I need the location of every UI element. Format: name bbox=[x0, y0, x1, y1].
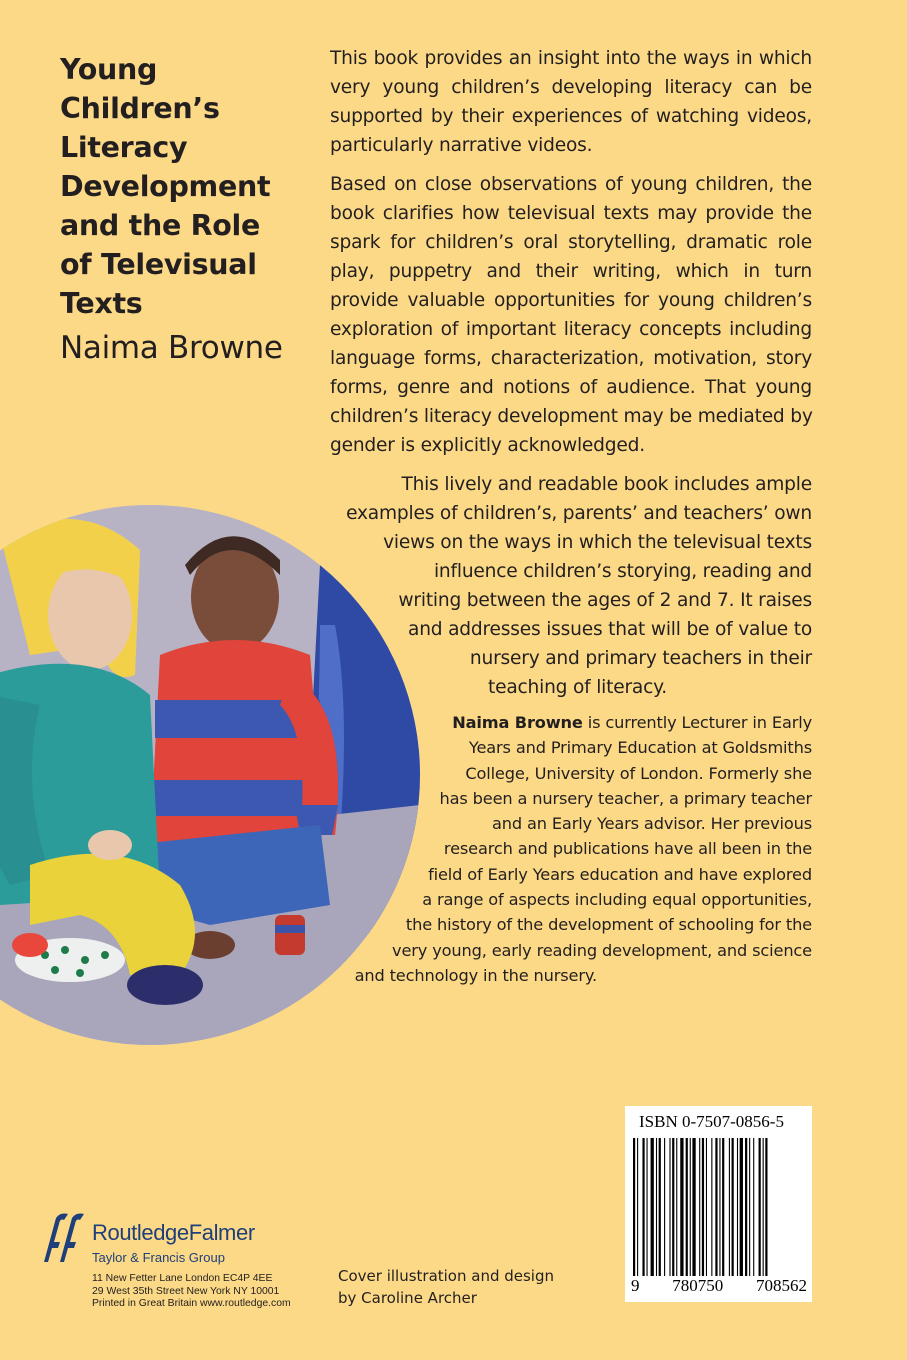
bio-line: and technology in the nursery. bbox=[354, 965, 597, 985]
blurb-line: nursery and primary teachers in their bbox=[469, 648, 812, 669]
blurb-line: children’s literacy development may be mediated by bbox=[330, 406, 813, 427]
title-line: Children’s bbox=[60, 92, 220, 125]
blurb-line: exploration of important literacy concepts including bbox=[330, 319, 812, 340]
barcode-digits bbox=[631, 1276, 807, 1296]
bio-line bbox=[342, 710, 812, 735]
barcode-bars bbox=[633, 1138, 805, 1276]
bio-line: Years and Primary Education at Goldsmiths bbox=[468, 738, 812, 758]
bio-line: College, University of London. Formerly she bbox=[465, 763, 812, 783]
blurb-line: forms, genre and notions of audience. That young bbox=[330, 377, 812, 398]
book-title bbox=[60, 50, 300, 323]
bio-line: has been a nursery teacher, a primary teacher bbox=[439, 788, 812, 808]
blurb-line: This book provides an insight into the ways in which bbox=[330, 48, 812, 69]
blurb-line: particularly narrative videos. bbox=[330, 135, 593, 156]
blurb-line: gender is explicitly acknowledged. bbox=[330, 435, 645, 456]
blurb-line: language forms, characterization, motivation, story bbox=[330, 348, 812, 369]
blurb-line: spark for children’s oral storytelling, dramatic role bbox=[330, 232, 812, 253]
blurb-line: teaching of literacy. bbox=[487, 677, 667, 698]
publisher-group: Taylor & Francis Group bbox=[92, 1250, 225, 1265]
credit-line: by Caroline Archer bbox=[338, 1289, 477, 1307]
address-line: 29 West 35th Street New York NY 10001 bbox=[92, 1285, 280, 1297]
barcode-digit-group: 708562 bbox=[756, 1276, 807, 1295]
bio-line: very young, early reading development, and science bbox=[392, 940, 812, 960]
isbn-number: ISBN 0-7507-0856-5 bbox=[639, 1112, 784, 1131]
blurb-line: play, puppetry and their writing, which in turn bbox=[330, 261, 812, 282]
bio-line: and an Early Years advisor. Her previous bbox=[491, 814, 812, 834]
publisher-address bbox=[92, 1273, 291, 1311]
bio-line: research and publications have all been in the bbox=[443, 839, 812, 859]
address-line: Printed in Great Britain www.routledge.com bbox=[92, 1298, 291, 1309]
barcode-digit-group: 9 bbox=[631, 1276, 640, 1295]
title-line: Development bbox=[60, 170, 271, 203]
blurb-line: and addresses issues that will be of value to bbox=[408, 619, 812, 640]
blurb-line: very young children’s developing literacy can be bbox=[330, 77, 812, 98]
isbn-barcode bbox=[625, 1106, 812, 1302]
blurb-paragraph-2 bbox=[330, 170, 812, 460]
title-line: Young bbox=[60, 53, 158, 86]
blurb-line: This lively and readable book includes ample bbox=[401, 474, 812, 495]
blurb-line: views on the ways in which the televisual texts bbox=[383, 532, 812, 553]
bio-line: the history of the development of schooling for the bbox=[405, 915, 812, 935]
cover-credit bbox=[338, 1265, 554, 1309]
credit-line: Cover illustration and design bbox=[338, 1267, 555, 1285]
bio-line: field of Early Years education and have explored bbox=[428, 864, 812, 884]
title-line: Literacy bbox=[60, 131, 188, 164]
author-name: Naima Browne bbox=[60, 330, 283, 366]
title-line: of Televisual bbox=[60, 248, 257, 281]
address-line: 11 New Fetter Lane London EC4P 4EE bbox=[92, 1273, 273, 1284]
bio-author-name: Naima Browne bbox=[452, 713, 583, 732]
blurb-paragraph-1 bbox=[330, 44, 812, 160]
barcode-digit-group: 780750 bbox=[672, 1276, 724, 1295]
blurb-line: Based on close observations of young children, the bbox=[330, 174, 812, 195]
blurb-line: influence children’s storying, reading and bbox=[433, 561, 812, 582]
publisher-name: RoutledgeFalmer bbox=[92, 1220, 255, 1245]
title-line: and the Role bbox=[60, 209, 261, 242]
blurb-line: supported by their experiences of watching videos, bbox=[330, 106, 812, 127]
blurb-line: provide valuable opportunities for young children’s bbox=[330, 290, 812, 311]
blurb-line: examples of children’s, parents’ and teachers’ own bbox=[346, 503, 812, 524]
bio-line: a range of aspects including equal opportunities, bbox=[422, 890, 812, 910]
blurb-line: writing between the ages of 2 and 7. It raises bbox=[398, 590, 812, 611]
title-line: Texts bbox=[60, 287, 143, 320]
blurb-line: book clarifies how televisual texts may provide the bbox=[330, 203, 812, 224]
blurb-paragraph-3 bbox=[330, 470, 812, 702]
routledgefalmer-logo-icon bbox=[38, 1212, 86, 1264]
bio-text: is currently Lecturer in Early bbox=[582, 713, 812, 732]
author-bio bbox=[342, 710, 812, 988]
